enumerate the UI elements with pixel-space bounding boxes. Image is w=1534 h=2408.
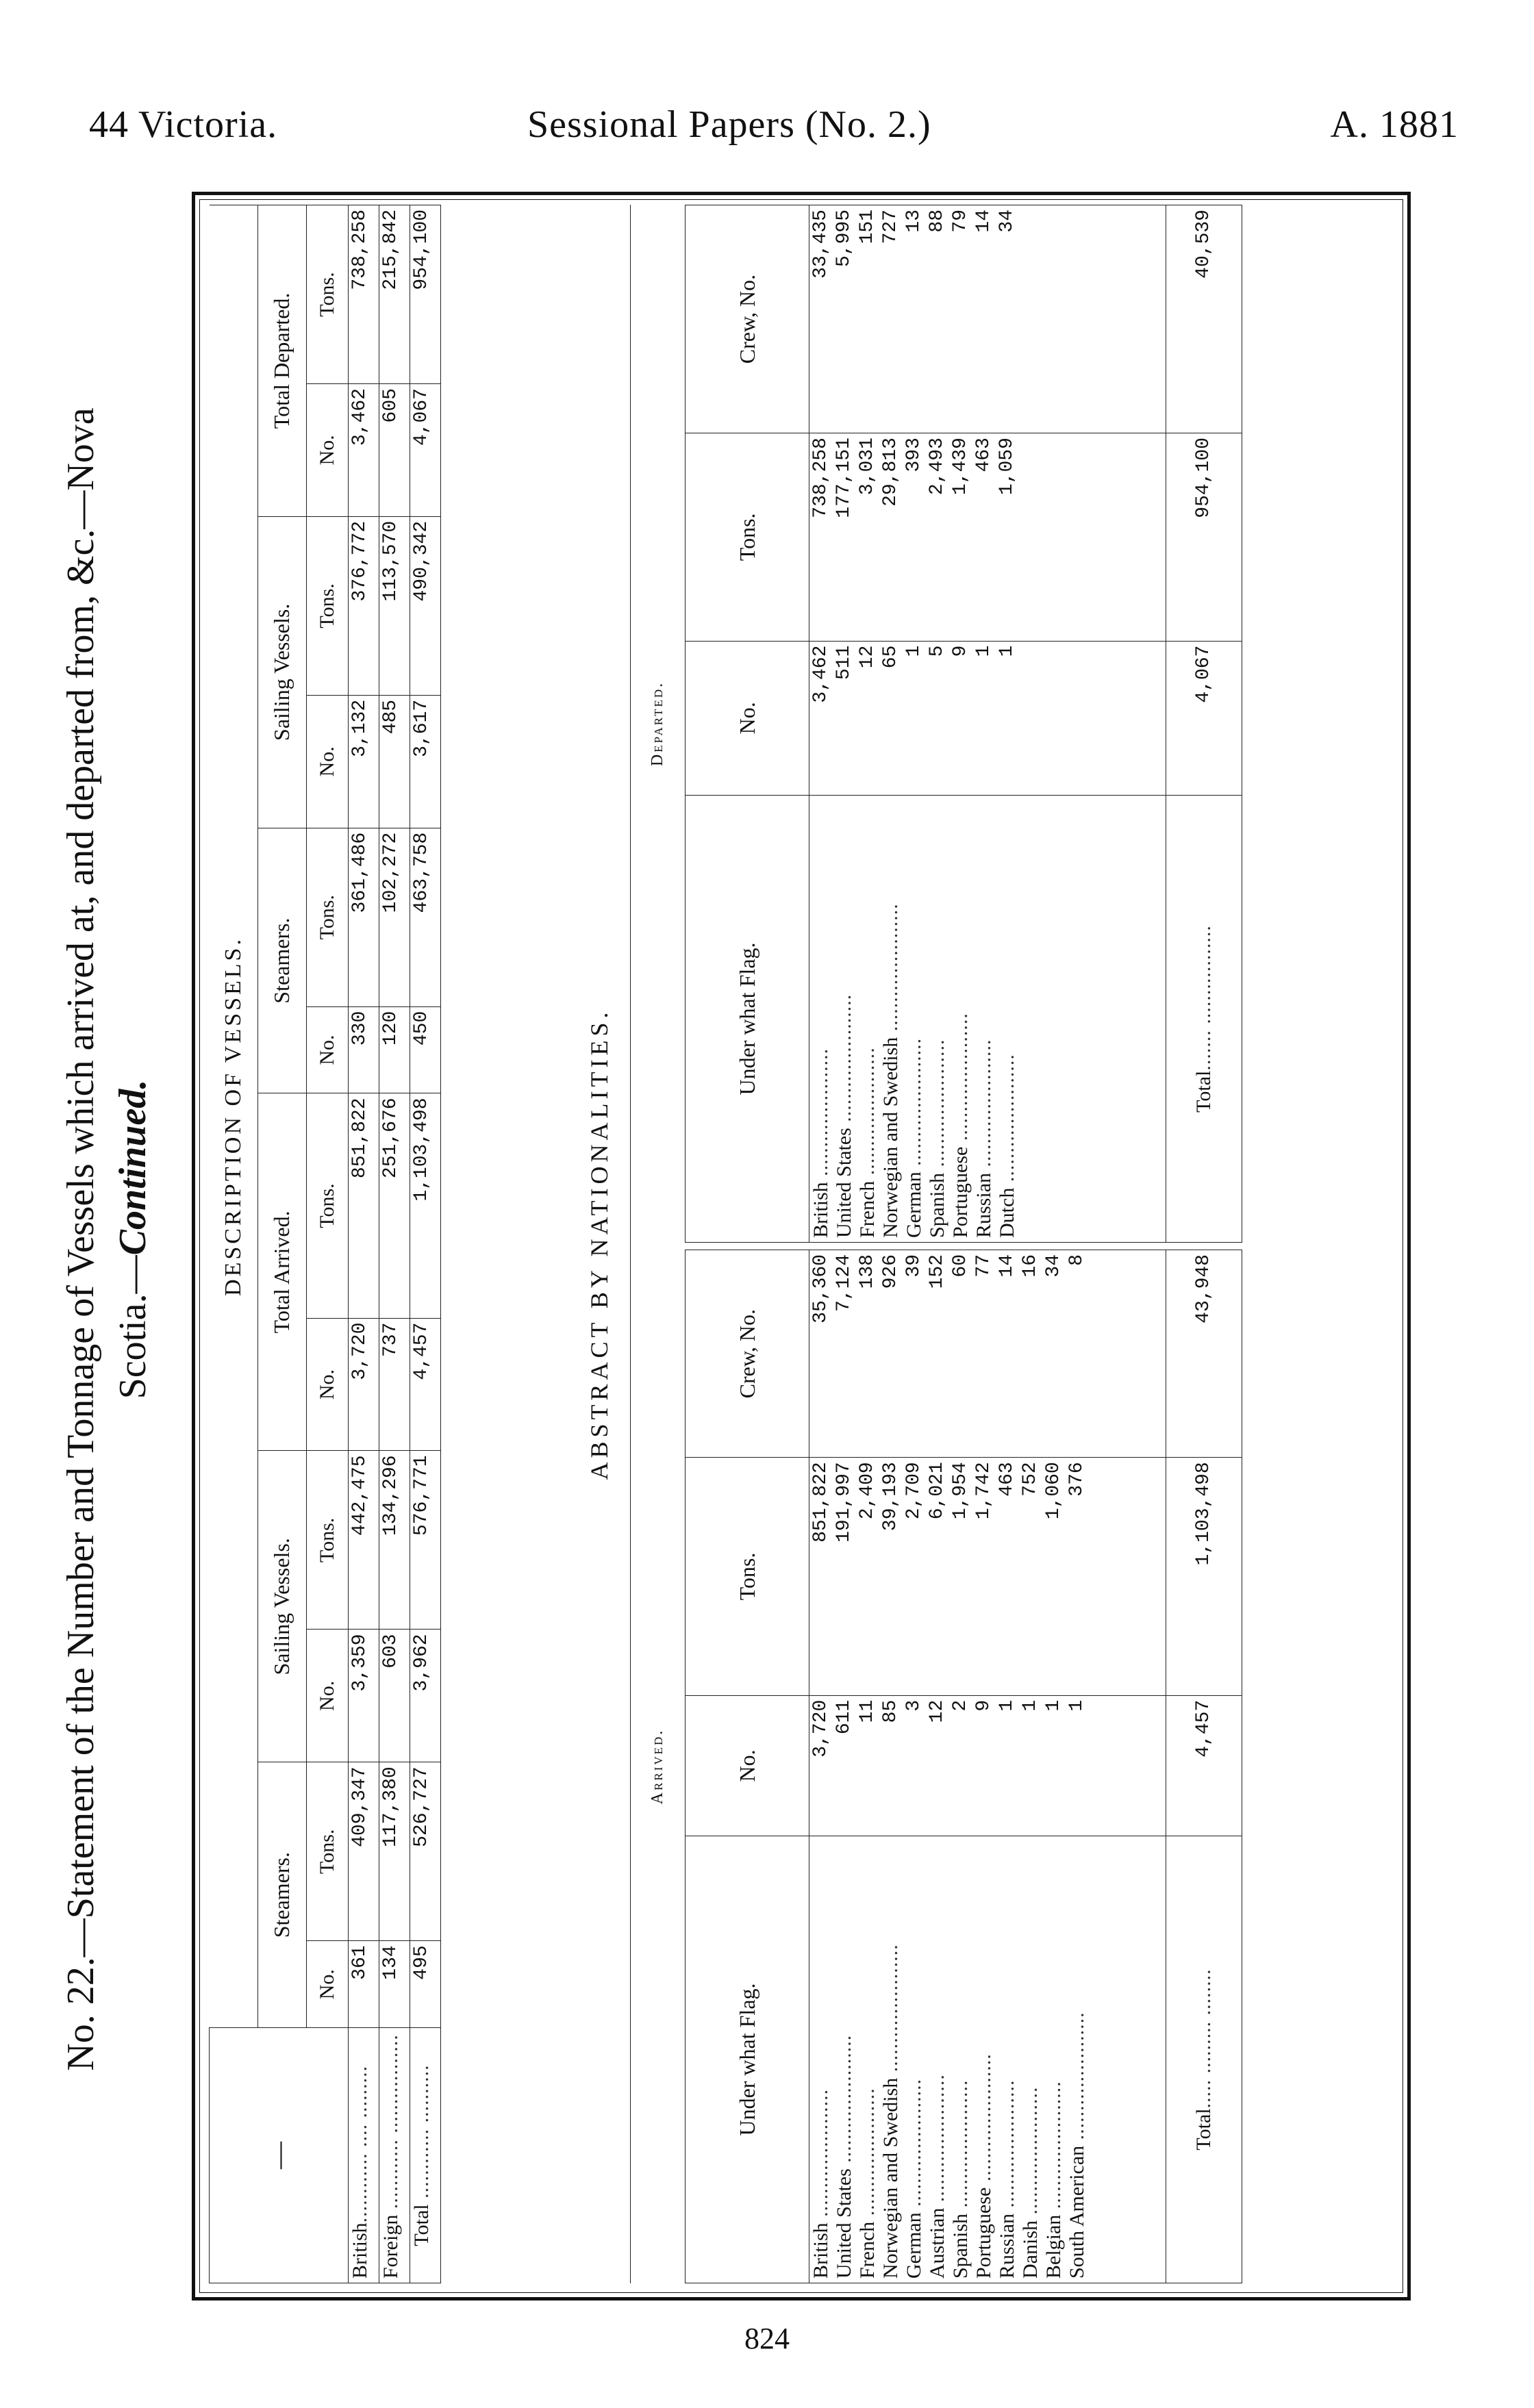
value-cell: 102,272 <box>379 828 410 1006</box>
dep-total-tons: 954,100 <box>1166 433 1242 642</box>
arr-flag-name: Russian <box>996 2213 1018 2279</box>
dep-total-no: 4,067 <box>1166 641 1242 795</box>
dep-tons-item: 3,031 <box>857 438 878 496</box>
leader-dots: ............ .......... <box>410 2064 433 2205</box>
arr-no-item: 611 <box>833 1699 855 1735</box>
arr-crew-header: Crew, No. <box>686 1250 809 1458</box>
value-cell: 376,772 <box>348 516 379 695</box>
dep-crew-item: 79 <box>950 210 971 233</box>
value-cell: 738,258 <box>348 205 379 384</box>
leader-dots: ....... ................. <box>1192 925 1215 1071</box>
leader-dots: ...................... <box>996 2079 1018 2214</box>
dep-flag-item <box>879 800 903 1238</box>
dep-tons-item: 738,258 <box>810 438 831 518</box>
dep-flag-name: Spanish <box>926 1172 948 1238</box>
description-row-total <box>410 205 440 2283</box>
header-year: A. 1881 <box>1330 103 1459 146</box>
value-cell: 463,758 <box>410 828 440 1006</box>
arr-crew-item: 7,124 <box>833 1254 855 1313</box>
value-cell: 4,067 <box>410 384 440 517</box>
description-row-foreign <box>379 205 410 2283</box>
dep-crew-item: 88 <box>927 210 948 233</box>
dep-tons-item: 463 <box>973 438 994 472</box>
row-label <box>379 2028 410 2283</box>
arr-flag-item <box>1042 1840 1066 2279</box>
arr-total-label <box>1166 1836 1242 2283</box>
arr-tons-header: Tons. <box>686 1458 809 1695</box>
dep-crew-list <box>809 205 1166 433</box>
leader-dots: ...................... <box>903 2078 925 2213</box>
description-table <box>209 205 441 2283</box>
leader-dots: ...................... <box>996 1054 1018 1188</box>
arr-crew-item: 152 <box>927 1254 948 1289</box>
total-arrived-header: Total Arrived. <box>257 1093 306 1451</box>
dep-flag-name: Portuguese <box>949 1146 972 1238</box>
dep-total-crew: 40,539 <box>1166 205 1242 433</box>
arr-no-header: No. <box>686 1695 809 1836</box>
arr-flag-item <box>833 1840 856 2279</box>
dep-flag-name: French <box>856 1180 879 1238</box>
arr-crew-item: 39 <box>903 1254 925 1278</box>
tons-subheader: Tons. <box>306 205 348 384</box>
arr-crew-item: 926 <box>880 1254 901 1289</box>
leader-dots: ............ .... ......... <box>348 2065 371 2223</box>
arr-no-item: 11 <box>857 1699 878 1723</box>
leader-dots: ...................... <box>1019 2086 1042 2220</box>
arr-tons-item: 6,021 <box>927 1462 948 1520</box>
leader-dots: ...................... <box>833 993 855 1128</box>
dep-flag-item <box>972 800 996 1238</box>
value-cell: 450 <box>410 1006 440 1093</box>
value-cell: 4,457 <box>410 1318 440 1451</box>
arr-total-no: 4,457 <box>1166 1695 1242 1836</box>
leader-dots: ...................... <box>856 1047 879 1181</box>
dep-tons-item: 177,151 <box>833 438 855 518</box>
arr-tons-item: 39,193 <box>880 1462 901 1532</box>
value-cell: 3,962 <box>410 1630 440 1762</box>
arr-tons-item: 376 <box>1066 1462 1087 1497</box>
arr-flag-item <box>856 1840 879 2279</box>
arr-tons-item: 2,409 <box>857 1462 878 1520</box>
dep-flag-item <box>949 800 972 1238</box>
dep-sailing-header: Sailing Vessels. <box>257 516 306 828</box>
arr-flag-item <box>903 1840 926 2279</box>
dep-crew-item: 5,995 <box>833 210 855 268</box>
arr-total-label-text: Total <box>1192 2108 1215 2151</box>
dep-flag-item <box>809 800 833 1238</box>
no-subheader: No. <box>306 695 348 828</box>
leader-dots: ...................... <box>856 2088 879 2222</box>
leader-dots: ...................... <box>949 2079 972 2214</box>
dep-no-item: 9 <box>950 645 971 657</box>
dep-tons-item: 29,813 <box>880 438 901 507</box>
dep-crew-header: Crew, No. <box>686 205 809 433</box>
dep-total-label-text: Total <box>1192 1070 1215 1113</box>
no-subheader: No. <box>306 1006 348 1093</box>
dep-flag-item <box>926 800 949 1238</box>
arr-no-item: 2 <box>950 1699 971 1712</box>
page-header <box>89 103 1459 164</box>
row-label-text: British <box>348 2222 371 2279</box>
arr-crew-item: 77 <box>973 1254 994 1278</box>
dep-no-item: 1 <box>973 645 994 657</box>
dep-no-item: 1 <box>996 645 1018 657</box>
departed-caption: Departed. <box>649 681 666 767</box>
rotated-statement <box>55 178 1424 2301</box>
leader-dots: ...................... <box>903 1037 925 1172</box>
arr-flag-item <box>1019 1840 1042 2279</box>
dep-flag-name: British <box>809 1182 832 1238</box>
dep-no-item: 65 <box>880 645 901 669</box>
arr-no-item: 1 <box>1043 1699 1064 1712</box>
blank-header: — <box>210 2028 349 2283</box>
dep-no-item: 3,462 <box>810 645 831 703</box>
arr-sailing-header: Sailing Vessels. <box>257 1451 306 1762</box>
arr-crew-item: 35,360 <box>810 1254 831 1323</box>
arr-tons-item: 851,822 <box>810 1462 831 1543</box>
description-row-british <box>348 205 379 2283</box>
arr-no-list <box>809 1695 1166 1836</box>
value-cell: 3,617 <box>410 695 440 828</box>
arr-flag-name: Belgian <box>1042 2214 1065 2279</box>
arr-crew-item: 14 <box>996 1254 1018 1278</box>
dep-total-label <box>1166 796 1242 1243</box>
arr-flag-name: Portuguese <box>972 2187 995 2279</box>
row-label <box>410 2028 440 2283</box>
value-cell: 851,822 <box>348 1093 379 1318</box>
arr-flag-name: German <box>903 2212 925 2279</box>
value-cell: 330 <box>348 1006 379 1093</box>
dep-tons-header: Tons. <box>686 433 809 642</box>
arr-flag-name: Austrian <box>926 2207 948 2279</box>
dep-flag-name: Dutch <box>996 1187 1018 1238</box>
arr-flag-item <box>809 1840 833 2279</box>
dep-flag-item <box>856 800 879 1238</box>
description-subheader-row <box>306 205 348 2283</box>
header-session: 44 Victoria. <box>89 103 278 146</box>
value-cell: 1,103,498 <box>410 1093 440 1318</box>
leader-dots: ............ ................. <box>379 2034 402 2215</box>
arr-flag-name: Danish <box>1019 2220 1042 2279</box>
arr-flag-name: Spanish <box>949 2213 972 2279</box>
arr-crew-list <box>809 1250 1166 1458</box>
value-cell: 526,727 <box>410 1762 440 1941</box>
value-cell: 409,347 <box>348 1762 379 1941</box>
dep-flag-item <box>996 800 1019 1238</box>
value-cell: 605 <box>379 384 410 517</box>
arr-tons-item: 191,997 <box>833 1462 855 1543</box>
dep-steamers-header: Steamers. <box>257 828 306 1093</box>
value-cell: 737 <box>379 1318 410 1451</box>
leader-dots: ...................... <box>926 1039 948 1173</box>
row-label-text: Foreign <box>379 2214 402 2279</box>
arr-flag-header: Under what Flag. <box>686 1836 809 2283</box>
header-sessional-papers: Sessional Papers (No. 2.) <box>527 103 931 146</box>
value-cell: 442,475 <box>348 1451 379 1630</box>
tons-subheader: Tons. <box>306 1451 348 1630</box>
no-subheader: No. <box>306 1630 348 1762</box>
arr-flag-name: Norwegian and Swedish <box>879 2077 902 2279</box>
dep-tons-list <box>809 433 1166 642</box>
dep-no-item: 5 <box>927 645 948 657</box>
description-section-title: DESCRIPTION OF VESSELS. <box>210 205 258 2028</box>
arr-no-item: 3,720 <box>810 1699 831 1758</box>
arr-tons-item: 2,709 <box>903 1462 925 1520</box>
no-subheader: No. <box>306 1941 348 2028</box>
arr-flag-item <box>972 1840 996 2279</box>
arr-flag-name: South American <box>1066 2145 1088 2279</box>
row-label <box>348 2028 379 2283</box>
value-cell: 117,380 <box>379 1762 410 1941</box>
dep-flag-name: Russian <box>972 1172 995 1238</box>
value-cell: 3,462 <box>348 384 379 517</box>
value-cell: 134 <box>379 1941 410 2028</box>
value-cell: 576,771 <box>410 1451 440 1630</box>
dep-crew-item: 727 <box>880 210 901 244</box>
arr-steamers-header: Steamers. <box>257 1762 306 2028</box>
leader-dots: ...................... <box>833 2034 855 2169</box>
dep-no-item: 1 <box>903 645 925 657</box>
arr-no-item: 3 <box>903 1699 925 1712</box>
arr-flag-item <box>879 1840 903 2279</box>
value-cell: 361 <box>348 1941 379 2028</box>
dep-crew-item: 33,435 <box>810 210 831 279</box>
arr-crew-item: 8 <box>1066 1254 1087 1266</box>
tons-subheader: Tons. <box>306 1093 348 1318</box>
leader-dots: ...................... <box>972 2053 995 2188</box>
arr-flag-item <box>1066 1840 1089 2279</box>
value-cell: 120 <box>379 1006 410 1093</box>
leader-dots: ...................... <box>879 1944 902 2078</box>
no-subheader: No. <box>306 384 348 517</box>
value-cell: 215,842 <box>379 205 410 384</box>
value-cell: 3,720 <box>348 1318 379 1451</box>
leader-dots: ...................... <box>809 2088 832 2223</box>
arr-crew-item: 138 <box>857 1254 878 1289</box>
arr-no-item: 12 <box>927 1699 948 1723</box>
arr-flag-name: British <box>809 2222 832 2279</box>
arr-flag-list <box>809 1836 1166 2283</box>
arr-tons-item: 1,954 <box>950 1462 971 1520</box>
tons-subheader: Tons. <box>306 516 348 695</box>
arr-no-item: 1 <box>1020 1699 1041 1712</box>
leader-dots: ...................... <box>1042 2081 1065 2215</box>
dep-flag-name: United States <box>833 1128 855 1238</box>
arr-tons-item: 752 <box>1020 1462 1041 1497</box>
arr-flag-item <box>926 1840 949 2279</box>
dep-crew-item: 14 <box>973 210 994 233</box>
dep-no-item: 511 <box>833 645 855 681</box>
dep-crew-item: 13 <box>903 210 925 233</box>
value-cell: 485 <box>379 695 410 828</box>
arr-no-item: 9 <box>973 1699 994 1712</box>
value-cell: 3,132 <box>348 695 379 828</box>
dep-flag-item <box>903 800 926 1238</box>
dep-tons-item: 2,493 <box>927 438 948 496</box>
arr-total-tons: 1,103,498 <box>1166 1458 1242 1695</box>
leader-dots: ...................... <box>1066 2012 1088 2146</box>
dep-tons-item: 1,439 <box>950 438 971 496</box>
departed-table <box>685 205 1242 1243</box>
dep-flag-item <box>833 800 856 1238</box>
arr-crew-item: 34 <box>1043 1254 1064 1278</box>
page-number: 824 <box>744 2322 790 2355</box>
abstract-title: ABSTRACT BY NATIONALITIES. <box>568 205 631 2283</box>
dep-flag-list <box>809 796 1166 1243</box>
dep-crew-item: 34 <box>996 210 1018 233</box>
arr-tons-item: 1,742 <box>973 1462 994 1520</box>
table-frame <box>192 192 1411 2301</box>
dep-no-list <box>809 641 1166 795</box>
leader-dots: ...................... <box>972 1039 995 1173</box>
leader-dots: ...................... <box>926 2074 948 2208</box>
leader-dots: ...................... <box>949 1013 972 1147</box>
arr-no-item: 1 <box>996 1699 1018 1712</box>
dep-crew-item: 151 <box>857 210 878 244</box>
leader-dots: ..... ......... ........ <box>1192 1968 1215 2109</box>
no-subheader: No. <box>306 1318 348 1451</box>
tons-subheader: Tons. <box>306 828 348 1006</box>
arr-tons-item: 1,060 <box>1043 1462 1064 1520</box>
dep-no-header: No. <box>686 641 809 795</box>
dep-tons-item: 1,059 <box>996 438 1018 496</box>
title-line-2 <box>107 178 159 2301</box>
value-cell: 113,570 <box>379 516 410 695</box>
value-cell: 495 <box>410 1941 440 2028</box>
value-cell: 954,100 <box>410 205 440 384</box>
dep-no-item: 12 <box>857 645 878 669</box>
value-cell: 134,296 <box>379 1451 410 1630</box>
arr-tons-list <box>809 1458 1166 1695</box>
value-cell: 490,342 <box>410 516 440 695</box>
total-departed-header: Total Departed. <box>257 205 306 517</box>
arr-flag-name: United States <box>833 2168 855 2279</box>
title-continued: Continued. <box>112 1079 154 1256</box>
leader-dots: ...................... <box>879 903 902 1037</box>
value-cell: 361,486 <box>348 828 379 1006</box>
row-label-text: Total <box>410 2204 433 2246</box>
dep-flag-header: Under what Flag. <box>686 796 809 1243</box>
value-cell: 251,676 <box>379 1093 410 1318</box>
tons-subheader: Tons. <box>306 1762 348 1941</box>
arr-flag-name: French <box>856 2221 879 2279</box>
statement-title <box>55 178 185 2301</box>
arr-crew-item: 16 <box>1020 1254 1041 1278</box>
arrived-caption: Arrived. <box>649 1728 666 1805</box>
title-line-1: No. 22.—Statement of the Number and Tonnage of Vessels which arrived at, and departed from, &c.—Nova <box>60 407 102 2071</box>
arr-flag-item <box>996 1840 1019 2279</box>
arr-no-item: 85 <box>880 1699 901 1723</box>
value-cell: 603 <box>379 1630 410 1762</box>
title-line-2-prefix: Scotia.— <box>112 1255 154 1399</box>
dep-flag-name: German <box>903 1171 925 1238</box>
leader-dots: ...................... <box>809 1048 832 1182</box>
dep-flag-name: Norwegian and Swedish <box>879 1037 902 1238</box>
dep-tons-item: 393 <box>903 438 925 472</box>
arrived-table <box>685 1250 1242 2283</box>
arr-tons-item: 463 <box>996 1462 1018 1497</box>
arr-total-crew: 43,948 <box>1166 1250 1242 1458</box>
arr-flag-item <box>949 1840 972 2279</box>
value-cell: 3,359 <box>348 1630 379 1762</box>
arr-crew-item: 60 <box>950 1254 971 1278</box>
arr-no-item: 1 <box>1066 1699 1087 1712</box>
